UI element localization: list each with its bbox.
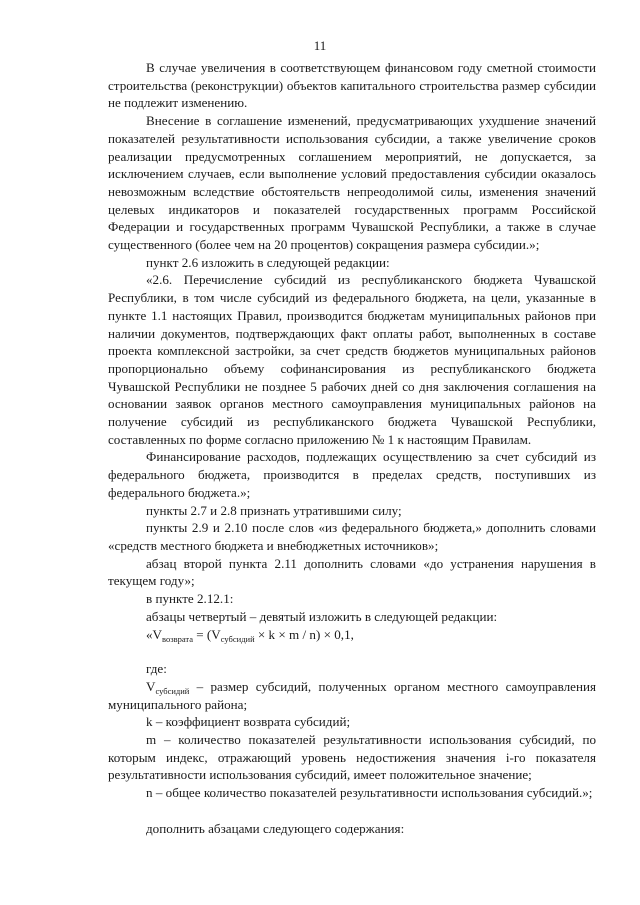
paragraph-estimate-cost: В случае увеличения в соответствующем финансовом году сметной стоимости строительства (реконструкции) объектов капитального строительства размер субсидии не подлежит изменению.: [108, 60, 596, 111]
paragraph-item-2-6-text: «2.6. Перечисление субсидий из республиканского бюджета Чувашской Республики, в том числе субсидий из федерального бюджета, на цели, указанные в пункте 1.1 настоящих Правил, производится бюджетам муниципальных районов при наличии документов, подтверждающих факт оплаты работ, выполненных в составе проекта комплексной застройки, за счет средств бюджетов муниципальных районов пропорционально объему софинансирования из республиканского бюджета Чувашской Республики не позднее 5 рабочих дней со дня заключения соглашения на основании заявок органов местного самоуправления муниципальных районов на получение субсидий из республиканского бюджета Чувашской Республики, составленных по форме согласно приложению № 1 к настоящим Правилам.: [108, 272, 596, 447]
definition-v-subsidy: [108, 678, 596, 713]
definition-where: где:: [146, 661, 167, 677]
paragraph-federal-funding: Финансирование расходов, подлежащих осуществлению за счет субсидий из федерального бюджета, производится в пределах средств, поступивших из федерального бюджета.»;: [108, 449, 596, 500]
formula-subscript-subsidy: субсидий: [220, 633, 255, 644]
formula-subscript-return: возврата: [162, 633, 193, 644]
definition-m: m – количество показателей результативности использования субсидий, по которым индекс, отражающий уровень недостижения значения i-го показателя результативности использования субсидий, имеет положительное значение;: [108, 732, 596, 783]
paragraph-items-2-9-2-10: пункты 2.9 и 2.10 после слов «из федерального бюджета,» дополнить словами «средств местного бюджета и внебюджетных источников»;: [108, 520, 596, 553]
paragraph-abzacy-intro: абзацы четвертый – девятый изложить в следующей редакции:: [146, 608, 498, 624]
definition-v-subscript: субсидий: [155, 685, 190, 696]
paragraph-item-2-12-1: в пункте 2.12.1:: [146, 591, 234, 607]
page-number: 11: [313, 38, 327, 53]
definition-k: k – коэффициент возврата субсидий;: [146, 714, 351, 730]
return-formula: [108, 626, 596, 644]
document-body: [108, 59, 596, 838]
formula-middle: = (V: [193, 626, 221, 642]
paragraph-items-2-7-2-8: пункты 2.7 и 2.8 признать утратившими силу;: [146, 502, 402, 518]
paragraph-item-2-11: абзац второй пункта 2.11 дополнить словами «до устранения нарушения в текущем году»;: [108, 555, 596, 589]
paragraph-item-2-6-intro: пункт 2.6 изложить в следующей редакции:: [146, 254, 390, 270]
formula-tail: × k × m / n) × 0,1,: [254, 626, 354, 642]
paragraph-closing: дополнить абзацами следующего содержания:: [146, 820, 405, 836]
definition-v-text: – размер субсидий, полученных органом местного самоуправления муниципального района;: [108, 678, 596, 712]
formula-open: «V: [146, 626, 163, 642]
definition-n: n – общее количество показателей результативности использования субсидий.»;: [146, 785, 593, 801]
paragraph-agreement-changes: Внесение в соглашение изменений, предусматривающих ухудшение значений показателей результативности использования субсидии, а также увеличение сроков реализации предусмотренных соглашением мероприятий, не допускается, за исключением случаев, если выполнение условий предоставления субсидии оказалось невозможным вследствие обстоятельств непреодолимой силы, изменения значений целевых индикаторов и показателей государственных программ Российской Федерации и государственных программ Чувашской Республики, а также в случае существенного (более чем на 20 процентов) сокращения размера субсидии.»;: [108, 113, 596, 253]
definition-v-symbol: V: [146, 678, 156, 694]
